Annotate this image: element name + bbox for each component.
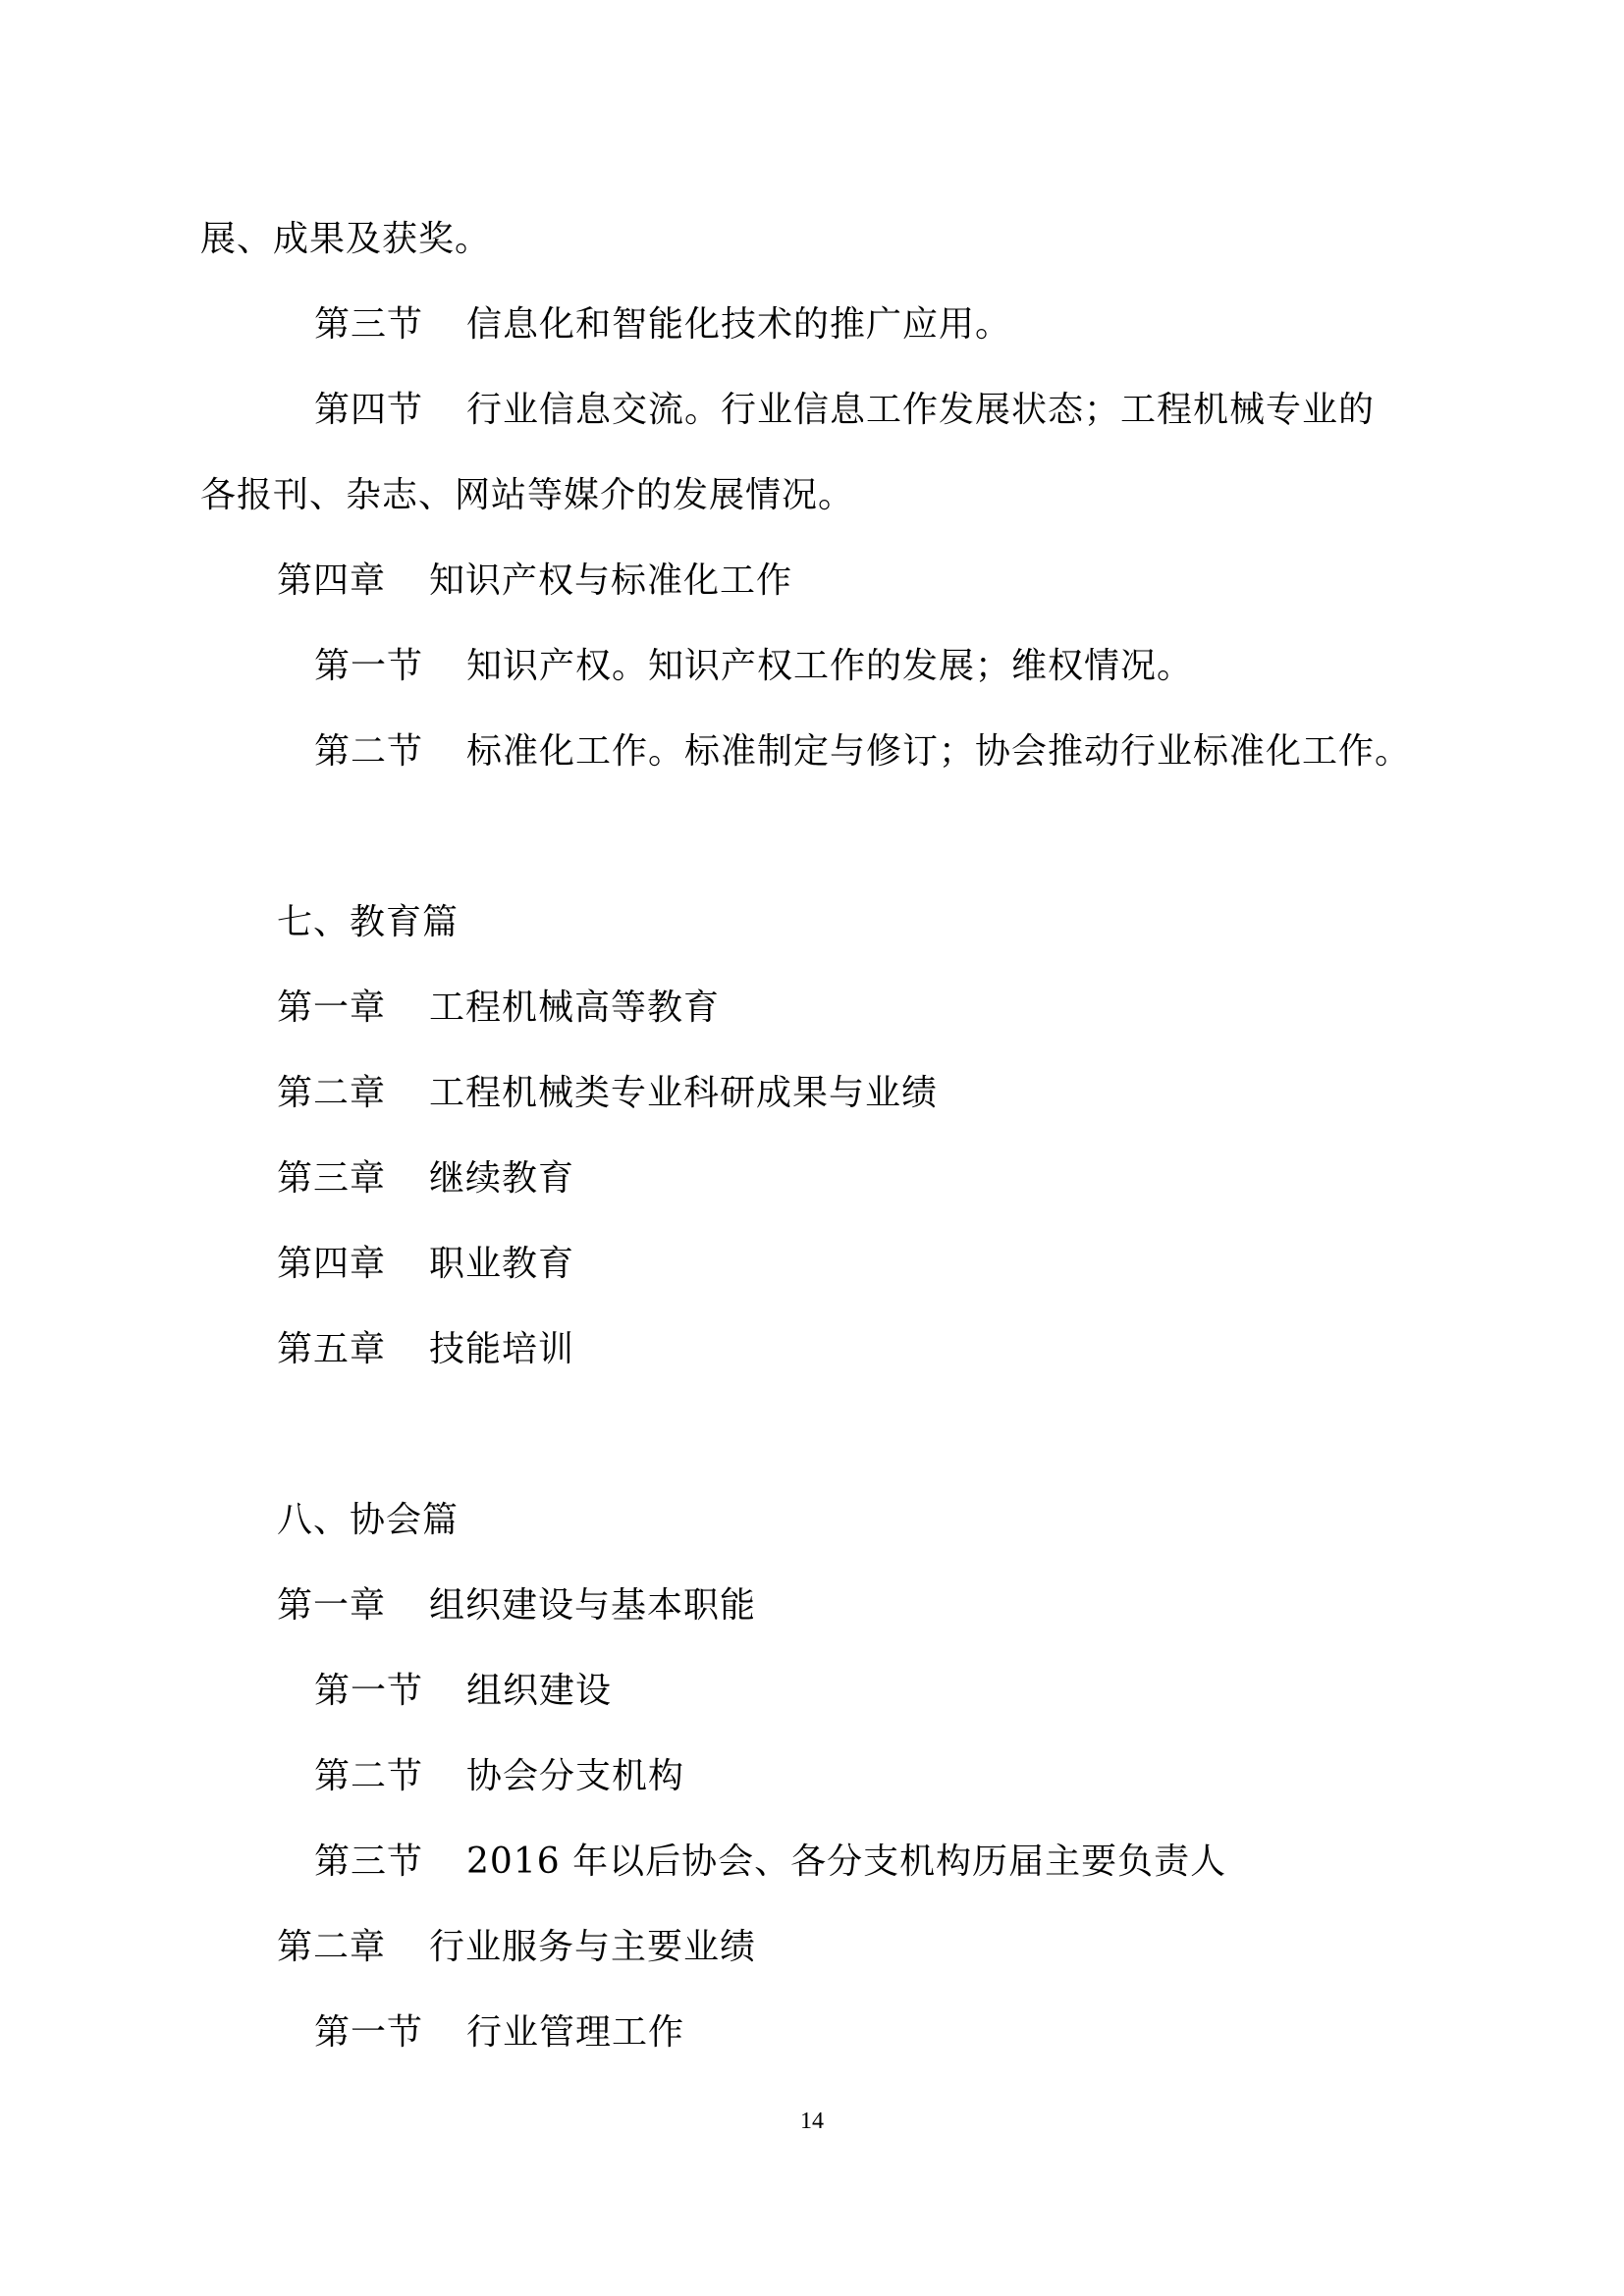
chapter-label: 第一章 (277, 1585, 387, 1626)
section-label: 第二节 (314, 1756, 424, 1796)
section-heading (314, 645, 1193, 688)
line-text: 各报刊、杂志、网站等媒介的发展情况。 (200, 475, 855, 515)
chapter-title: 行业服务与主要业绩 (429, 1927, 757, 1967)
section-title: 行业信息交流。行业信息工作发展状态；工程机械专业的 (466, 390, 1376, 430)
section-heading (314, 303, 1011, 347)
chapter-title: 工程机械类专业科研成果与业绩 (429, 1073, 939, 1113)
chapter-heading (277, 1328, 574, 1371)
line-text: 展、成果及获奖。 (200, 219, 492, 259)
body-text-line (200, 474, 854, 517)
chapter-label: 第四章 (277, 1244, 387, 1284)
section-label: 第一节 (314, 1671, 424, 1711)
chapter-label: 第五章 (277, 1329, 387, 1369)
part-title: 八、协会篇 (277, 1500, 460, 1540)
chapter-title: 知识产权与标准化工作 (429, 561, 793, 601)
section-heading (314, 389, 1375, 432)
section-label: 第三节 (314, 304, 424, 345)
chapter-label: 第一章 (277, 988, 387, 1028)
section-title: 协会分支机构 (466, 1756, 685, 1796)
chapter-title: 继续教育 (429, 1158, 575, 1199)
chapter-heading (277, 1584, 756, 1628)
section-title: 知识产权。知识产权工作的发展；维权情况。 (466, 646, 1194, 686)
chapter-title: 工程机械高等教育 (429, 988, 721, 1028)
section-heading (314, 730, 1411, 774)
chapter-label: 第三章 (277, 1158, 387, 1199)
chapter-heading (277, 1926, 756, 1969)
section-heading (314, 1841, 1226, 1884)
body-text-line (200, 218, 491, 261)
chapter-heading (277, 1072, 938, 1115)
chapter-heading (277, 1157, 574, 1201)
section-title: 标准化工作。标准制定与修订；协会推动行业标准化工作。 (466, 731, 1412, 772)
section-label: 第三节 (314, 1842, 424, 1882)
part-heading (277, 1499, 459, 1542)
chapter-heading (277, 560, 792, 603)
chapter-label: 第二章 (277, 1927, 387, 1967)
chapter-title: 技能培训 (429, 1329, 575, 1369)
section-title: 2016 年以后协会、各分支机构历届主要负责人 (466, 1842, 1227, 1882)
section-label: 第一节 (314, 646, 424, 686)
section-title: 行业管理工作 (466, 2012, 685, 2053)
chapter-title: 职业教育 (429, 1244, 575, 1284)
section-heading (314, 1670, 612, 1713)
page-number: 14 (800, 2109, 824, 2134)
part-heading (277, 901, 459, 944)
section-label: 第二节 (314, 731, 424, 772)
chapter-label: 第二章 (277, 1073, 387, 1113)
chapter-label: 第四章 (277, 561, 387, 601)
part-title: 七、教育篇 (277, 902, 460, 942)
section-title: 信息化和智能化技术的推广应用。 (466, 304, 1012, 345)
section-label: 第四节 (314, 390, 424, 430)
section-title: 组织建设 (466, 1671, 613, 1711)
chapter-title: 组织建设与基本职能 (429, 1585, 757, 1626)
section-heading (314, 1755, 684, 1798)
section-heading (314, 2011, 684, 2055)
chapter-heading (277, 987, 720, 1030)
section-label: 第一节 (314, 2012, 424, 2053)
chapter-heading (277, 1243, 574, 1286)
